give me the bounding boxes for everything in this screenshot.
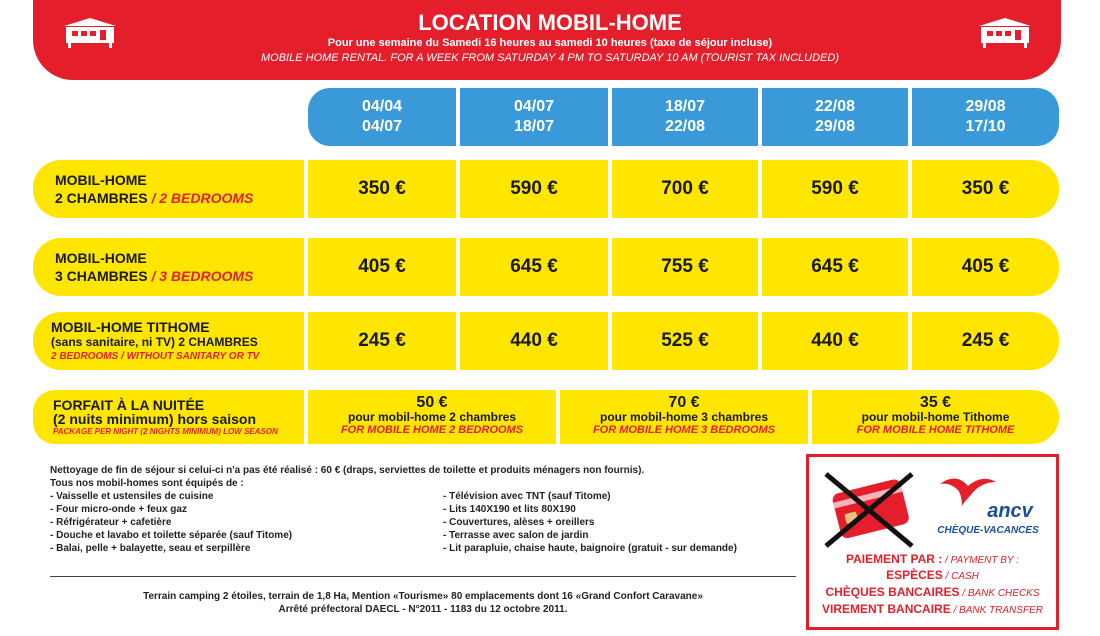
forfait-price: 35 € bbox=[919, 394, 952, 411]
forfait-price: 70 € bbox=[668, 394, 700, 411]
footer-camping-info: Terrain camping 2 étoiles, terrain de 1,8 Ha, Mention «Tourisme» 80 emplacements dont 16 «Grand Confort Caravane» bbox=[143, 591, 703, 602]
period-start: 29/08 bbox=[965, 98, 1006, 115]
period-start: 18/07 bbox=[664, 98, 706, 115]
cleaning-note: Nettoyage de fin de séjour si celui-ci n'a pas été réalisé : 60 € (draps, serviettes de toilette et produits ménagers non fournis). bbox=[50, 465, 645, 476]
price-cell: 245 € bbox=[308, 312, 456, 370]
forfait-en: FOR MOBILE HOME 2 BEDROOMS bbox=[340, 424, 524, 436]
list-item: - Lit parapluie, chaise haute, baignoire (gratuit - sur demande) bbox=[443, 543, 737, 554]
equipment-list-left bbox=[50, 490, 430, 555]
payment-method bbox=[809, 602, 1056, 616]
payment-method-fr: CHÈQUES BANCAIRES bbox=[825, 585, 960, 599]
payment-method bbox=[809, 585, 1056, 599]
forfait-en: PACKAGE PER NIGHT (2 NIGHTS MINIMUM) LOW SEASON bbox=[53, 427, 278, 436]
list-item: - Vaisselle et ustensiles de cuisine bbox=[50, 491, 214, 502]
price-cell: 590 € bbox=[762, 160, 908, 218]
list-item: - Terrasse avec salon de jardin bbox=[443, 530, 589, 541]
period-header bbox=[912, 88, 1059, 146]
period-header bbox=[762, 88, 908, 146]
price-cell: 405 € bbox=[308, 238, 456, 296]
period-end: 17/10 bbox=[965, 118, 1006, 135]
price-cell: 590 € bbox=[460, 160, 608, 218]
row-label-fr: 3 CHAMBRES bbox=[55, 268, 148, 284]
page-title: LOCATION MOBIL-HOME bbox=[418, 10, 682, 35]
row-label-line1: MOBIL-HOME bbox=[55, 250, 147, 266]
price-cell: 645 € bbox=[460, 238, 608, 296]
subtitle-en: MOBILE HOME RENTAL. FOR A WEEK FROM SATURDAY 4 PM TO SATURDAY 10 AM (TOURIST TAX INCLUDED) bbox=[261, 52, 839, 64]
period-end: 29/08 bbox=[814, 118, 856, 135]
row-label-line1: MOBIL-HOME bbox=[55, 172, 147, 188]
price-cell: 440 € bbox=[460, 312, 608, 370]
list-item: - Lits 140X190 et lits 80X190 bbox=[443, 504, 576, 515]
row-label-en: / 2 BEDROOMS bbox=[147, 190, 254, 206]
price-cell: 405 € bbox=[912, 238, 1059, 296]
list-item: - Four micro-onde + feux gaz bbox=[50, 504, 187, 515]
forfait-desc: pour mobil-home 2 chambres bbox=[347, 410, 517, 424]
forfait-cell bbox=[308, 390, 556, 444]
forfait-en: FOR MOBILE HOME TITHOME bbox=[856, 424, 1015, 436]
period-header bbox=[308, 88, 456, 146]
price-cell: 700 € bbox=[612, 160, 758, 218]
period-start: 04/07 bbox=[513, 98, 555, 115]
equipment-list-right bbox=[443, 490, 803, 555]
period-start: 22/08 bbox=[814, 98, 856, 115]
period-header bbox=[460, 88, 608, 146]
list-item: - Balai, pelle + balayette, seau et serpillère bbox=[50, 543, 251, 554]
equipment-heading: Tous nos mobil-homes sont équipés de : bbox=[50, 478, 244, 489]
payment-title bbox=[809, 552, 1056, 566]
payment-method bbox=[809, 568, 1056, 582]
row-label-fr: (sans sanitaire, ni TV) 2 CHAMBRES bbox=[51, 335, 258, 349]
price-cell: 350 € bbox=[308, 160, 456, 218]
list-item: - Douche et lavabo et toilette séparée (sauf Titome) bbox=[50, 530, 293, 541]
forfait-cell bbox=[812, 390, 1059, 444]
list-item: - Réfrigérateur + cafetière bbox=[50, 517, 172, 528]
footer-arrete: Arrêté préfectoral DAECL - N°2011 - 1183 du 12 octobre 2011. bbox=[278, 604, 568, 615]
mobile-home-icon bbox=[975, 16, 1035, 50]
mobile-home-icon bbox=[60, 16, 120, 50]
price-cell: 645 € bbox=[762, 238, 908, 296]
price-cell: 440 € bbox=[762, 312, 908, 370]
period-start: 04/04 bbox=[361, 98, 403, 115]
period-end: 04/07 bbox=[361, 118, 403, 135]
row-label-en: 2 BEDROOMS / WITHOUT SANITARY OR TV bbox=[51, 351, 260, 362]
ancv-logo-text: ancv bbox=[987, 500, 1033, 522]
payment-title-fr: PAIEMENT PAR : bbox=[846, 552, 943, 566]
payment-method-en: / BANK CHECKS bbox=[959, 588, 1040, 599]
forfait-desc: pour mobil-home 3 chambres bbox=[599, 410, 769, 424]
forfait-price: 50 € bbox=[416, 394, 448, 411]
forfait-desc: pour mobil-home Tithome bbox=[861, 410, 1010, 424]
period-end: 22/08 bbox=[664, 118, 706, 135]
divider bbox=[50, 576, 796, 577]
row-label-en: / 3 BEDROOMS bbox=[147, 268, 254, 284]
forfait-title: FORFAIT À LA NUITÉE bbox=[53, 397, 205, 413]
row-label-2-bedrooms bbox=[33, 160, 304, 218]
payment-method-fr: ESPÈCES bbox=[886, 568, 943, 582]
period-end: 18/07 bbox=[513, 118, 555, 135]
list-item: - Télévision avec TNT (sauf Titome) bbox=[443, 491, 611, 502]
row-label-forfait bbox=[33, 390, 304, 444]
subtitle-fr: Pour une semaine du Samedi 16 heures au samedi 10 heures (taxe de séjour incluse) bbox=[327, 37, 773, 49]
payment-method-en: / CASH bbox=[942, 571, 979, 582]
row-label-line1: MOBIL-HOME TITHOME bbox=[51, 319, 210, 335]
price-cell: 350 € bbox=[912, 160, 1059, 218]
forfait-en: FOR MOBILE HOME 3 BEDROOMS bbox=[592, 424, 776, 436]
price-cell: 245 € bbox=[912, 312, 1059, 370]
forfait-subtitle: (2 nuits minimum) hors saison bbox=[53, 411, 257, 427]
price-cell: 525 € bbox=[612, 312, 758, 370]
row-label-tithome bbox=[33, 312, 304, 370]
row-label-3-bedrooms bbox=[33, 238, 304, 296]
forfait-cell bbox=[560, 390, 808, 444]
price-cell: 755 € bbox=[612, 238, 758, 296]
payment-title-en: / PAYMENT BY : bbox=[942, 555, 1019, 566]
row-label-fr: 2 CHAMBRES bbox=[55, 190, 148, 206]
ancv-label: CHÈQUE-VACANCES bbox=[937, 525, 1039, 536]
no-credit-card-icon bbox=[820, 468, 920, 550]
payment-method-fr: VIREMENT BANCAIRE bbox=[822, 602, 951, 616]
period-header bbox=[612, 88, 758, 146]
list-item: - Couvertures, alèses + oreillers bbox=[443, 517, 595, 528]
payment-method-en: / BANK TRANSFER bbox=[950, 605, 1043, 616]
